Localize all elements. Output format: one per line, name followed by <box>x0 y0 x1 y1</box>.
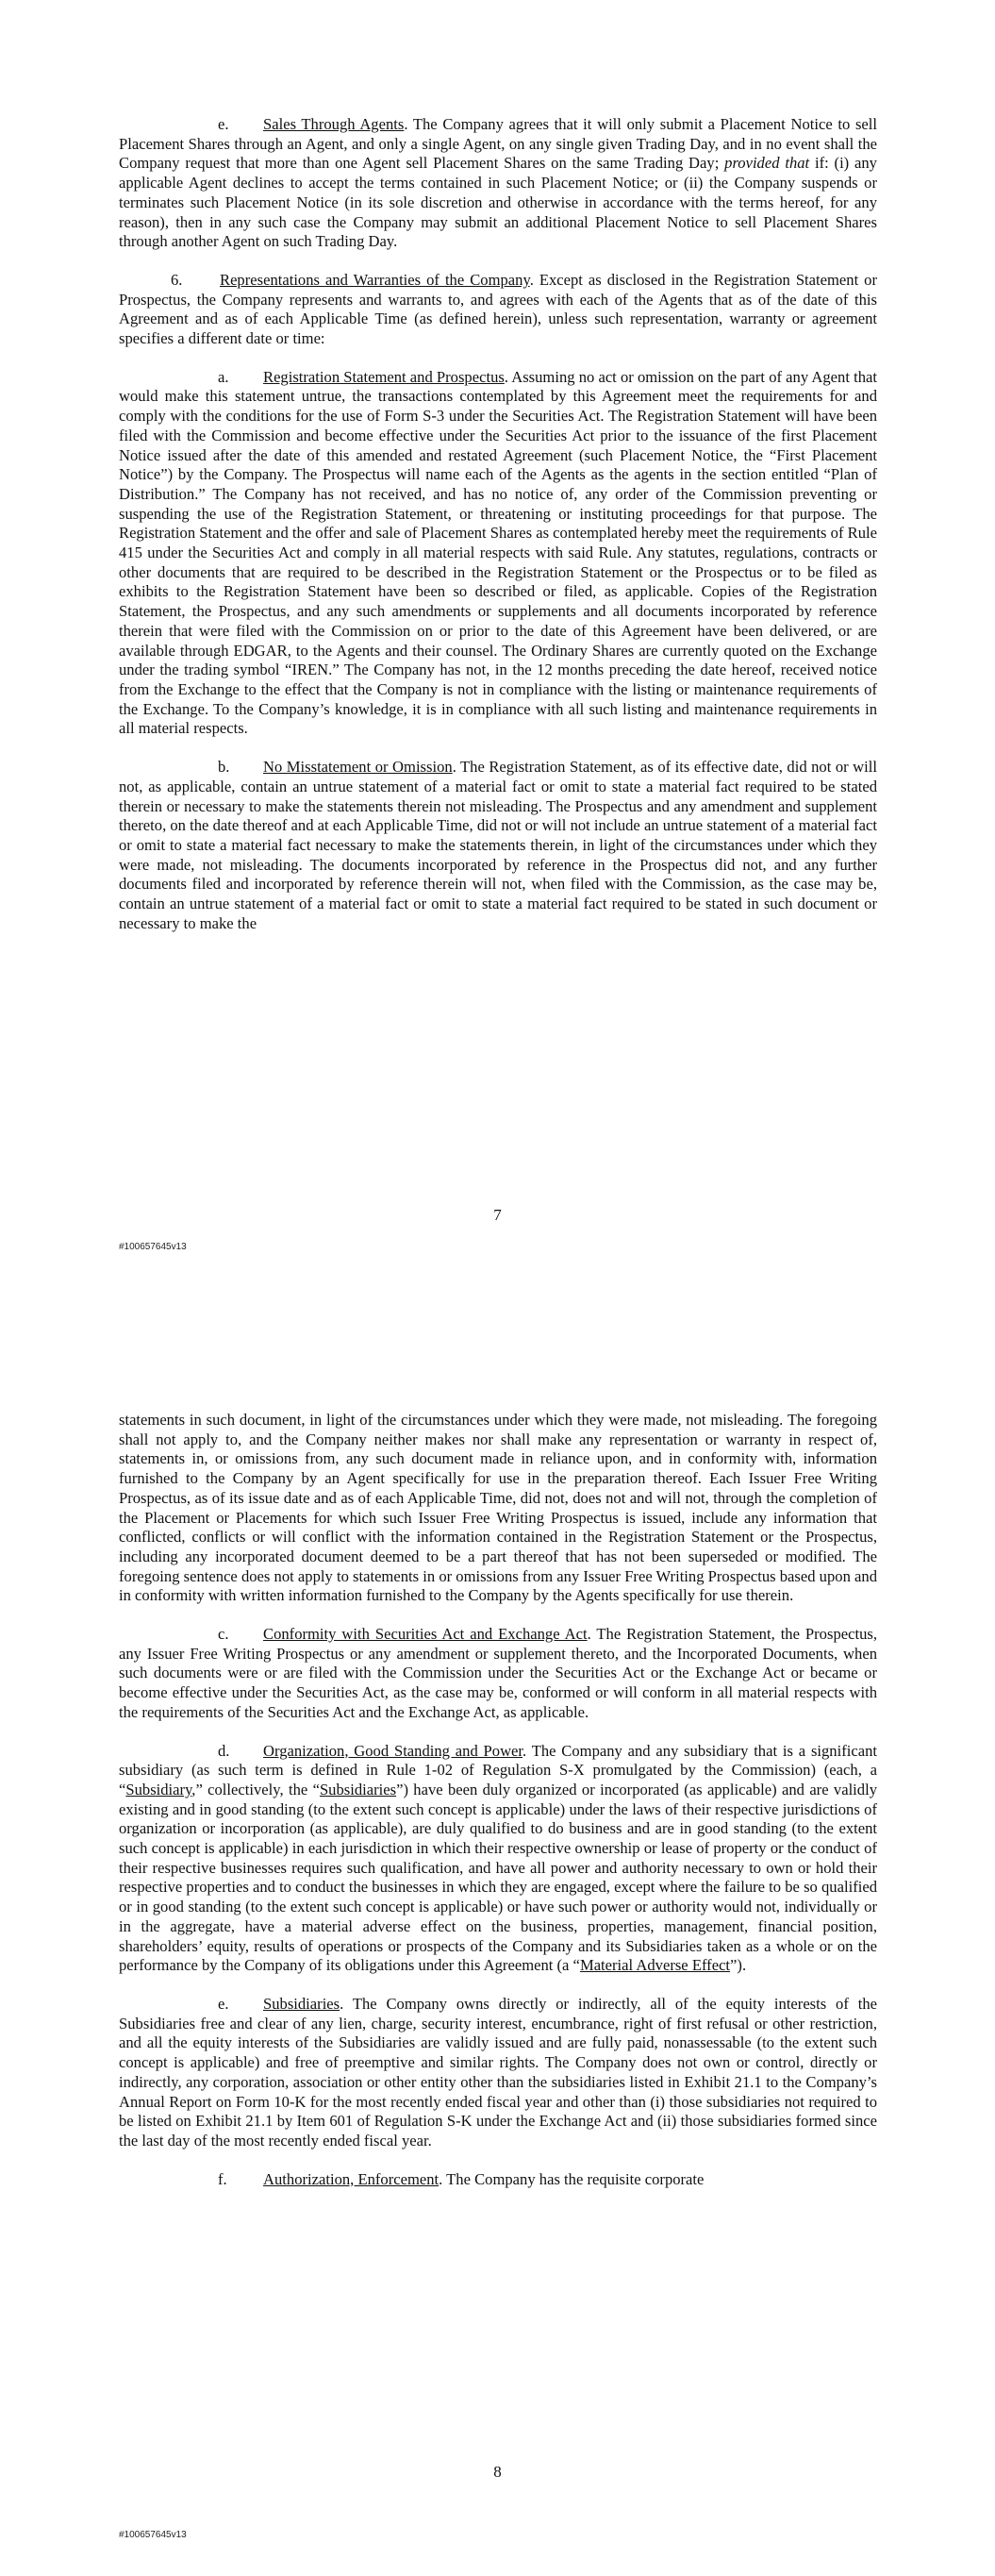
document-id: #100657645v13 <box>119 2530 187 2540</box>
page-number: 8 <box>493 2463 502 2481</box>
clause-heading: Registration Statement and Prospectus <box>263 367 505 386</box>
section-6b-no-misstatement: b. No Misstatement or Omission. The Registration Statement, as of its effective date, did not or will not, as applicable, contain an untrue statement of a material fact or omit to state a material fact required to be stated therein or necessary to make the statements therein not misleading. The Prospectus and any amendment and supplement thereto, on the date thereof and at each Applicable Time, did not or will not include an untrue statement of a material fact or omit to state a material fact necessary to make the statements therein, in light of the circumstances under which they were made, not misleading. The documents incorporated by reference in the Prospectus did not, and any further documents filed and incorporated by reference therein will not, when filed with the Commission, as the case may be, contain an untrue statement of a material fact or omit to state a material fact required to be stated in such document or necessary to make the <box>119 758 877 932</box>
clause-label: e. <box>218 1994 229 2013</box>
section-label: 6. <box>171 270 183 289</box>
clause-label: a. <box>218 367 229 386</box>
section-6b-continued: statements in such document, in light of the circumstances under which they were made, not misleading. The foregoing shall not apply to, and the Company neither makes nor shall make any representation or warranty in respect of, statements in, or omissions from, any such document made in reliance upon, and in conformity with, information furnished to the Company by an Agent specifically for use in the preparation thereof. Each Issuer Free Writing Prospectus, as of its issue date and as of each Applicable Time, did not, does not and will not, through the completion of the Placement or Placements for which such Issuer Free Writing Prospectus is issued, include any information that conflicted, conflicts or will conflict with the information contained in the Registration Statement or the Prospectus, including any incorporated document deemed to be a part thereof that has not been superseded or modified. The foregoing sentence does not apply to statements in or omissions from any Issuer Free Writing Prospectus based upon and in conformity with written information furnished to the Company by the Agents specifically for use therein. <box>119 1411 877 1605</box>
clause-heading: No Misstatement or Omission <box>263 758 453 777</box>
clause-label: f. <box>218 2169 227 2188</box>
page-8 <box>0 1288 995 2576</box>
clause-heading: Authorization, Enforcement <box>263 2169 439 2188</box>
section-6d-organization: d. Organization, Good Standing and Power. The Company and any subsidiary that is a significant subsidiary (as such term is defined in Rule 1-02 of Regulation S-X promulgated by the Commission) (each, a “Subsidiary,” collectively, the “Subsidiaries”) have been duly organized or incorporated (as applicable) and are validly existing and in good standing (to the extent such concept is applicable) under the laws of their respective jurisdictions of organization or incorporation (as applicable), are duly qualified to do business and are in good standing (to the extent such concept is applicable) in each jurisdiction in which their respective ownership or lease of property or the conduct of their respective businesses requires such qualification, and have all power and authority necessary to own or hold their respective properties and to conduct the businesses in which they are engaged, except where the failure to be so qualified or in good standing (to the extent such concept is applicable) or have such power or authority would not, individually or in the aggregate, have a material adverse effect on the business, properties, management, financial position, shareholders’ equity, results of operations or prospects of the Company and its Subsidiaries taken as a whole or on the performance by the Company of its obligations under this Agreement (a “Material Adverse Effect”). <box>119 1741 878 1975</box>
page-8-body <box>119 1411 877 2189</box>
document-id: #100657645v13 <box>119 1242 187 1252</box>
section-6c-conformity: c. Conformity with Securities Act and Exchange Act. The Registration Statement, the Prospectus, any Issuer Free Writing Prospectus or any amendment or supplement thereto, and the Incorporated Documents, when such documents were or are filed with the Commission under the Securities Act or the Exchange Act or became or become effective under the Securities Act, as the case may be, conformed or will conform in all material respects with the requirements of the Securities Act and the Exchange Act, as applicable. <box>119 1625 877 1721</box>
section-5e-sales-through-agents: e. Sales Through Agents. The Company agrees that it will only submit a Placement Notice to sell Placement Shares through an Agent, and only a single Agent, on any single given Trading Day, and in no event shall the Company request that more than one Agent sell Placement Shares on the same Trading Day; provided that if: (i) any applicable Agent declines to accept the terms contained in such Placement Notice; or (ii) the Company suspends or terminates such Placement Notice (in its sole discretion and otherwise in accordance with the terms hereof, for any reason), then in any such case the Company may submit an additional Placement Notice to sell Placement Shares through another Agent on such Trading Day. <box>119 115 878 251</box>
clause-heading: Organization, Good Standing and Power <box>263 1741 523 1760</box>
section-6e-subsidiaries: e. Subsidiaries. The Company owns directly or indirectly, all of the equity interests of the Subsidiaries free and clear of any lien, charge, security interest, encumbrance, right of first refusal or other restriction, and all the equity interests of the Subsidiaries are validly issued and are fully paid, nonassessable (to the extent such concept is applicable) and free of preemptive and similar rights. The Company does not own or control, directly or indirectly, any corporation, association or other entity other than the subsidiaries listed in Exhibit 21.1 to the Company’s Annual Report on Form 10-K for the most recently ended fiscal year and other than (i) those subsidiaries not required to be listed on Exhibit 21.1 by Item 601 of Regulation S-K under the Exchange Act and (ii) those subsidiaries formed since the last day of the most recently ended fiscal year. <box>119 1994 877 2149</box>
defined-term-material-adverse-effect: Material Adverse Effect <box>579 1956 731 1975</box>
defined-term-subsidiaries: Subsidiaries <box>319 1780 397 1798</box>
page-number: 7 <box>493 1206 502 1224</box>
clause-label: e. <box>218 115 229 133</box>
clause-heading: Conformity with Securities Act and Exchange Act <box>263 1625 588 1644</box>
section-6f-authorization: f. Authorization, Enforcement. The Company has the requisite corporate <box>218 2169 705 2188</box>
clause-heading: Sales Through Agents <box>263 115 405 133</box>
defined-term-subsidiary: Subsidiary <box>125 1780 192 1798</box>
page-7-body <box>119 115 877 933</box>
clause-heading: Subsidiaries <box>263 1994 340 2013</box>
section-6a-registration-statement: a. Registration Statement and Prospectus. Assuming no act or omission on the part of any Agent that would make this statement untrue, the transactions contemplated by this Agreement meet the requirements for and comply with the conditions for the use of Form S-3 under the Securities Act. The Registration Statement will have been filed with the Commission and become effective under the Securities Act prior to the issuance of the first Placement Notice issued after the date of this amended and restated Agreement (such Placement Notice, the “First Placement Notice”) by the Company. The Prospectus will name each of the Agents as the agents in the section entitled “Plan of Distribution.” The Company has not received, and has no notice of, any order of the Commission preventing or suspending the use of the Registration Statement, or threatening or instituting proceedings for that purpose. The Registration Statement and the offer and sale of Placement Shares as contemplated hereby meet the requirements of Rule 415 under the Securities Act and comply in all material respects with said Rule. Any statutes, regulations, contracts or other documents that are required to be described in the Registration Statement or the Prospectus or to be filed as exhibits to the Registration Statement have been so described or filed, as applicable. Copies of the Registration Statement, the Prospectus, and any such amendments or supplements and all documents incorporated by reference therein that were filed with the Commission on or prior to the date of this Agreement have been delivered, or are available through EDGAR, to the Agents and their counsel. The Ordinary Shares are currently quoted on the Exchange under the trading symbol “IREN.” The Company has not, in the 12 months preceding the date hereof, received notice from the Exchange to the effect that the Company is not in compliance with the listing or maintenance requirements of the Exchange. To the Company’s knowledge, it is in compliance with all such listing and maintenance requirements in all material respects. <box>119 367 877 738</box>
clause-label: d. <box>218 1741 230 1760</box>
section-heading: Representations and Warranties of the Company <box>220 270 530 289</box>
clause-label: c. <box>218 1625 229 1644</box>
clause-label: b. <box>218 758 230 777</box>
section-6-representations: 6. Representations and Warranties of the Company. Except as disclosed in the Registration Statement or Prospectus, the Company represents and warrants to, and agrees with each of the Agents that as of the date of this Agreement and as of each Applicable Time (as defined herein), unless such representation, warranty or agreement specifies a different date or time: <box>119 270 878 348</box>
